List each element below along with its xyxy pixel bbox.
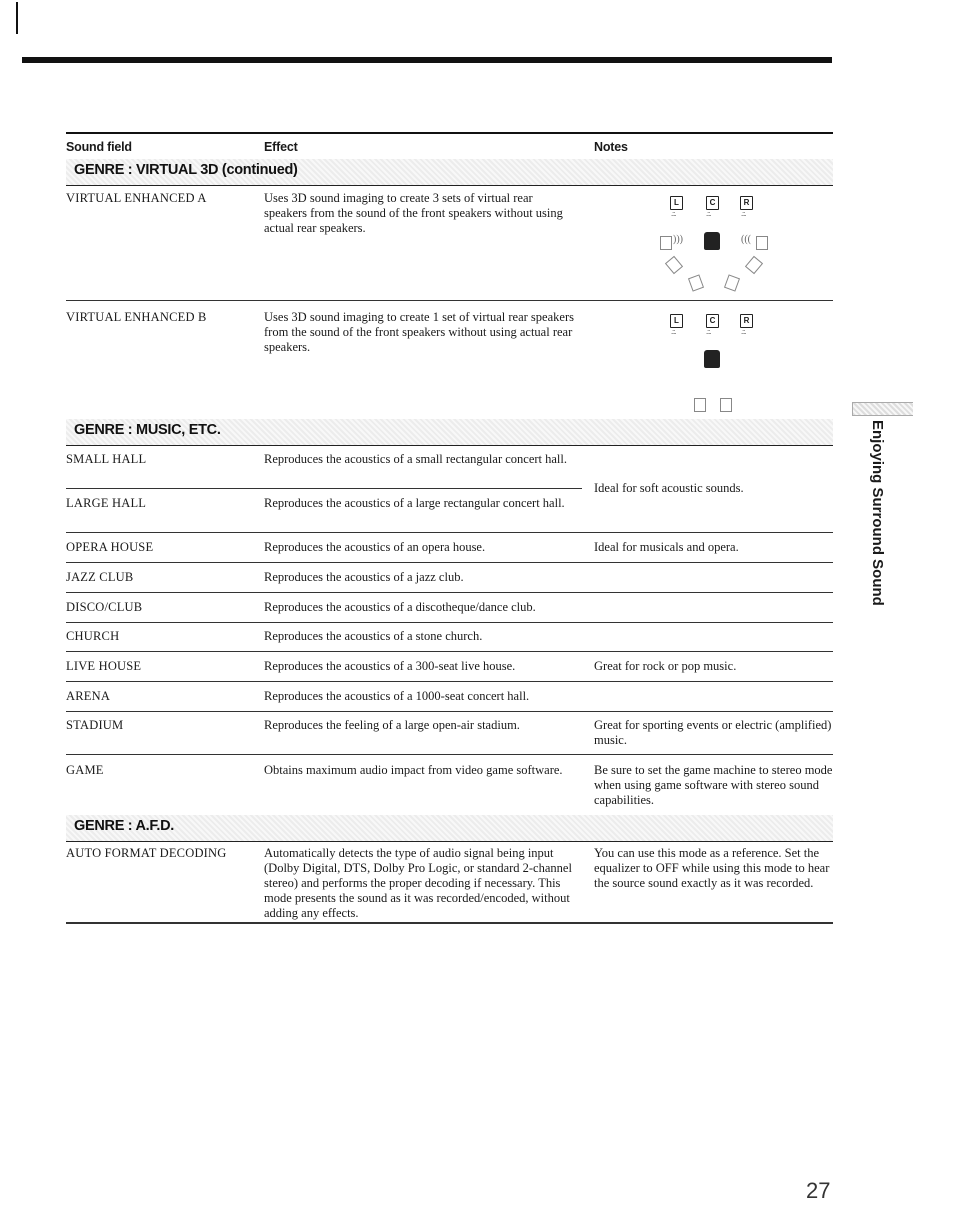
col-header-effect: Effect (264, 140, 298, 154)
row-divider (66, 754, 833, 755)
row-effect-stadium: Reproduces the feeling of a large open-air stadium. (264, 718, 520, 732)
listener-icon (704, 350, 720, 368)
sound-dots-icon: .::. (671, 209, 676, 218)
virtual-speaker-icon (724, 274, 740, 291)
row-effect-jazz-club: Reproduces the acoustics of a jazz club. (264, 570, 464, 584)
virtual-speaker-icon (694, 398, 706, 412)
row-effect-live-house: Reproduces the acoustics of a 300-seat live house. (264, 659, 516, 673)
row-effect-virtual-b: Uses 3D sound imaging to create 1 set of virtual rear speakers from the sound of the front speakers without using actual rear speakers. (264, 310, 574, 354)
row-effect-large-hall: Reproduces the acoustics of a large rectangular concert hall. (264, 496, 565, 510)
chapter-tab (866, 420, 890, 620)
col-header-notes: Notes (594, 140, 628, 154)
row-name-disco-club: DISCO/CLUB (66, 600, 143, 614)
col-header-sound-field: Sound field (66, 140, 132, 154)
row-divider (66, 300, 833, 301)
listener-icon (704, 232, 720, 250)
row-note-live-house: Great for rock or pop music. (594, 659, 737, 673)
section-title-afd: GENRE : A.F.D. (74, 818, 174, 834)
row-note-stadium: Great for sporting events or electric (amplified) music. (594, 718, 832, 747)
row-name-virtual-b: VIRTUAL ENHANCED B (66, 310, 207, 324)
page-number: 27 (806, 1178, 831, 1203)
row-divider (66, 592, 833, 593)
row-name-stadium: STADIUM (66, 718, 124, 732)
section-title-virtual: GENRE : VIRTUAL 3D (continued) (74, 162, 298, 178)
row-name-church: CHURCH (66, 629, 120, 643)
margin-mark (16, 2, 18, 34)
virtual-speaker-icon (720, 398, 732, 412)
speaker-icon: C (706, 196, 719, 210)
sound-dots-icon: .::. (741, 327, 746, 336)
row-name-opera-house: OPERA HOUSE (66, 540, 154, 554)
row-name-large-hall: LARGE HALL (66, 496, 147, 510)
sound-dots-icon: .::. (741, 209, 746, 218)
header-rule (66, 132, 833, 134)
speaker-icon: C (706, 314, 719, 328)
sound-dots-icon: .::. (706, 327, 711, 336)
row-note-opera-house: Ideal for musicals and opera. (594, 540, 739, 554)
section-band-music (66, 419, 833, 446)
row-divider (66, 651, 833, 652)
row-name-small-hall: SMALL HALL (66, 452, 147, 466)
row-name-virtual-a: VIRTUAL ENHANCED A (66, 191, 207, 205)
row-divider (66, 622, 833, 623)
row-name-auto-format-decoding: AUTO FORMAT DECODING (66, 846, 227, 860)
top-rule (22, 57, 832, 63)
virtual-speaker-icon (665, 256, 683, 274)
sound-dots-icon: .::. (706, 209, 711, 218)
row-effect-small-hall: Reproduces the acoustics of a small rectangular concert hall. (264, 452, 568, 466)
speaker-icon: L (670, 196, 683, 210)
row-effect-virtual-a: Uses 3D sound imaging to create 3 sets of virtual rear speakers from the sound of the front speakers without using actual rear speakers. (264, 191, 563, 235)
row-divider (66, 711, 833, 712)
row-name-jazz-club: JAZZ CLUB (66, 570, 134, 584)
row-effect-disco-club: Reproduces the acoustics of a discotheque/dance club. (264, 600, 536, 614)
row-divider (66, 562, 833, 563)
virtual-speaker-icon (688, 274, 704, 291)
table-bottom-rule (66, 922, 833, 924)
row-effect-auto-format-decoding: Automatically detects the type of audio signal being input (Dolby Digital, DTS, Dolby Pro Logic, or standard 2-channel stereo) and performs the proper decoding if necessary. This mode presents the sound as it was recorded/encoded, without adding any effects. (264, 846, 572, 920)
row-divider (66, 488, 582, 489)
speaker-icon: R (740, 196, 753, 210)
sound-dots-icon: .::. (671, 327, 676, 336)
speaker-icon: L (670, 314, 683, 328)
section-title-music: GENRE : MUSIC, ETC. (74, 422, 221, 438)
section-band-virtual (66, 159, 833, 186)
row-note-auto-format-decoding: You can use this mode as a reference. Set the equalizer to OFF while using this mode to hear the source sound exactly as it was recorded. (594, 846, 830, 890)
section-band-afd (66, 815, 833, 842)
row-effect-arena: Reproduces the acoustics of a 1000-seat concert hall. (264, 689, 530, 703)
chapter-tab-label: Enjoying Surround Sound (869, 420, 886, 606)
virtual-speaker-icon (745, 256, 763, 274)
virtual-speaker-icon (660, 236, 672, 250)
sound-wave-icon: ((( (741, 234, 751, 245)
row-effect-opera-house: Reproduces the acoustics of an opera house. (264, 540, 486, 554)
row-name-live-house: LIVE HOUSE (66, 659, 142, 673)
chapter-tab-marker (852, 402, 913, 416)
row-name-game: GAME (66, 763, 104, 777)
speaker-icon: R (740, 314, 753, 328)
row-effect-church: Reproduces the acoustics of a stone church. (264, 629, 483, 643)
sound-wave-icon: ))) (673, 234, 683, 245)
virtual-speaker-icon (756, 236, 768, 250)
row-name-arena: ARENA (66, 689, 111, 703)
row-divider (66, 681, 833, 682)
row-note-game: Be sure to set the game machine to stereo mode when using game software with stereo sound capabilities. (594, 763, 833, 807)
row-effect-game: Obtains maximum audio impact from video game software. (264, 763, 563, 777)
row-note-halls: Ideal for soft acoustic sounds. (594, 481, 744, 495)
row-divider (66, 532, 833, 533)
